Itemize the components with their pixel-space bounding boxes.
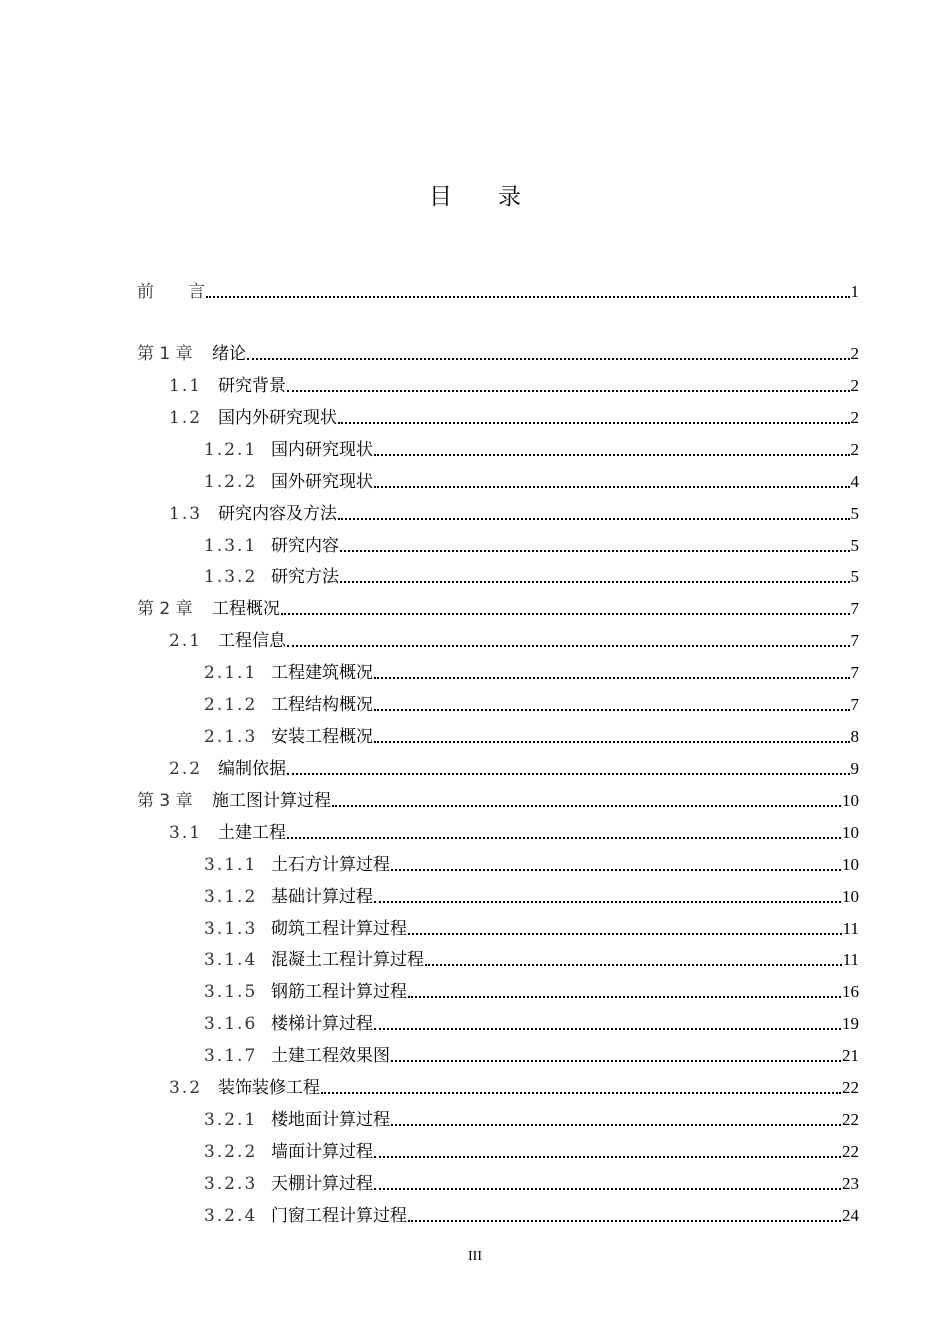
entry-number: 3.2 (169, 1078, 203, 1098)
entry-page: 4 (850, 472, 859, 491)
toc-entry-3-2-2[interactable] (204, 1139, 859, 1163)
leader-dots (374, 485, 850, 488)
toc-entry-3-2[interactable] (169, 1075, 859, 1099)
toc-entry-3-2-3[interactable] (204, 1171, 859, 1195)
entry-number: 2.1.1 (204, 663, 258, 683)
entry-page: 19 (842, 1014, 859, 1033)
entry-number: 1.2.1 (204, 440, 258, 460)
entry-page: 23 (842, 1174, 859, 1193)
entry-page: 2 (850, 440, 859, 459)
entry-number: 3.1.1 (204, 855, 258, 875)
entry-page: 22 (842, 1142, 859, 1161)
entry-title: 楼梯计算过程 (271, 1014, 373, 1034)
entry-page: 2 (850, 344, 859, 363)
entry-title: 工程结构概况 (271, 695, 373, 715)
entry-number: 1.3.1 (204, 536, 258, 556)
entry-title: 施工图计算过程 (212, 791, 331, 811)
entry-title: 砌筑工程计算过程 (271, 919, 407, 939)
toc-entry-3-1-7[interactable] (204, 1043, 859, 1067)
toc-entry-3-1-1[interactable] (204, 852, 859, 876)
leader-dots (374, 676, 850, 679)
entry-title: 国外研究现状 (271, 472, 373, 492)
toc-entry-2-1-3[interactable] (204, 724, 859, 748)
entry-number: 第 1 章 (137, 344, 193, 364)
toc-entry-3-1-3[interactable] (204, 916, 859, 940)
leader-dots (287, 772, 850, 775)
entry-number: 1.1 (169, 376, 203, 396)
leader-dots (374, 1027, 841, 1030)
entry-number: 3.1.5 (204, 982, 258, 1002)
leader-dots (408, 995, 841, 998)
entry-page: 7 (850, 663, 859, 682)
entry-number: 3.1.2 (204, 887, 258, 907)
entry-title: 土建工程 (218, 823, 286, 843)
entry-page: 10 (842, 855, 859, 874)
leader-dots (391, 1059, 841, 1062)
toc-entry-2-1-2[interactable] (204, 692, 859, 716)
entry-title: 钢筋工程计算过程 (271, 982, 407, 1002)
toc-entry-3-1-5[interactable] (204, 979, 859, 1003)
entry-title: 土建工程效果图 (271, 1046, 390, 1066)
entry-number: 2.2 (169, 759, 203, 779)
entry-page: 8 (850, 727, 859, 746)
toc-entry-3-1-2[interactable] (204, 884, 859, 908)
entry-page: 24 (842, 1206, 859, 1225)
leader-dots (287, 644, 850, 647)
entry-title: 研究内容 (271, 536, 339, 556)
toc-entry-1-1[interactable] (169, 373, 859, 397)
entry-page: 10 (842, 887, 859, 906)
leader-dots (340, 549, 850, 552)
leader-dots (391, 868, 841, 871)
entry-number: 3.2.1 (204, 1110, 258, 1130)
toc-entry-3-1-4[interactable] (204, 947, 859, 971)
entry-title: 门窗工程计算过程 (271, 1206, 407, 1226)
entry-page: 22 (842, 1078, 859, 1097)
entry-page: 5 (850, 504, 859, 523)
toc-entry-1-2-1[interactable] (204, 437, 859, 461)
leader-dots (391, 1123, 841, 1126)
leader-dots (287, 389, 850, 392)
leader-dots (340, 580, 850, 583)
toc-entry-2-2[interactable] (169, 756, 859, 780)
leader-dots (206, 295, 850, 298)
toc-entry-chapter-2[interactable] (137, 596, 859, 620)
entry-title: 工程建筑概况 (271, 663, 373, 683)
entry-page: 7 (850, 631, 859, 650)
leader-dots (374, 1187, 841, 1190)
leader-dots (287, 836, 841, 839)
entry-title: 研究背景 (218, 376, 286, 396)
entry-title: 绪论 (212, 344, 246, 364)
entry-title: 混凝土工程计算过程 (271, 950, 424, 970)
entry-number: 前 言 (137, 282, 205, 302)
entry-page: 22 (842, 1110, 859, 1129)
entry-number: 1.2 (169, 408, 203, 428)
entry-page: 10 (842, 791, 859, 810)
leader-dots (408, 1219, 841, 1222)
entry-page: 11 (842, 950, 859, 969)
toc-entry-1-2[interactable] (169, 405, 859, 429)
entry-page: 21 (842, 1046, 859, 1065)
toc-entry-3-2-1[interactable] (204, 1107, 859, 1131)
toc-entry-3-2-4[interactable] (204, 1203, 859, 1227)
entry-title: 土石方计算过程 (271, 855, 390, 875)
leader-dots (281, 612, 850, 615)
toc-entry-1-2-2[interactable] (204, 469, 859, 493)
entry-page: 10 (842, 823, 859, 842)
toc-entry-1-3-2[interactable] (204, 564, 859, 588)
leader-dots (247, 357, 850, 360)
leader-dots (338, 421, 850, 424)
leader-dots (374, 708, 850, 711)
toc-title: 目 录 (429, 184, 521, 210)
leader-dots (374, 453, 850, 456)
entry-page: 11 (842, 919, 859, 938)
entry-number: 3.2.2 (204, 1142, 258, 1162)
toc-entry-3-1-6[interactable] (204, 1011, 859, 1035)
entry-number: 1.3.2 (204, 567, 258, 587)
entry-page: 9 (850, 759, 859, 778)
entry-title: 楼地面计算过程 (271, 1110, 390, 1130)
toc-entry-chapter-3[interactable] (137, 788, 859, 812)
leader-dots (425, 963, 842, 966)
toc-entry-1-3[interactable] (169, 501, 859, 525)
entry-title: 天棚计算过程 (271, 1174, 373, 1194)
entry-page: 16 (842, 982, 859, 1001)
entry-page: 1 (850, 282, 859, 301)
entry-title: 基础计算过程 (271, 887, 373, 907)
leader-dots (332, 804, 841, 807)
entry-page: 7 (850, 695, 859, 714)
entry-page: 2 (850, 408, 859, 427)
entry-page: 5 (850, 536, 859, 555)
entry-title: 装饰装修工程 (218, 1078, 320, 1098)
entry-title: 墙面计算过程 (271, 1142, 373, 1162)
toc-entry-2-1[interactable] (169, 628, 859, 652)
entry-number: 3.2.4 (204, 1206, 258, 1226)
entry-number: 2.1.3 (204, 727, 258, 747)
entry-number: 3.1.4 (204, 950, 258, 970)
entry-title: 研究内容及方法 (218, 504, 337, 524)
entry-page: 5 (850, 567, 859, 586)
leader-dots (338, 517, 850, 520)
entry-title: 工程信息 (218, 631, 286, 651)
toc-entry-1-3-1[interactable] (204, 533, 859, 557)
entry-number: 3.1.7 (204, 1046, 258, 1066)
entry-number: 3.1.3 (204, 919, 258, 939)
entry-title: 安装工程概况 (271, 727, 373, 747)
entry-number: 2.1 (169, 631, 203, 651)
entry-page: 7 (850, 599, 859, 618)
entry-number: 1.2.2 (204, 472, 258, 492)
leader-dots (374, 740, 850, 743)
entry-title: 研究方法 (271, 567, 339, 587)
entry-page: 2 (850, 376, 859, 395)
leader-dots (374, 1155, 841, 1158)
entry-number: 第 2 章 (137, 599, 193, 619)
toc-entry-preface[interactable] (137, 279, 859, 303)
leader-dots (321, 1091, 841, 1094)
leader-dots (408, 932, 842, 935)
toc-entry-3-1[interactable] (169, 820, 859, 844)
toc-entry-2-1-1[interactable] (204, 660, 859, 684)
entry-title: 工程概况 (212, 599, 280, 619)
entry-number: 1.3 (169, 504, 203, 524)
entry-number: 2.1.2 (204, 695, 258, 715)
leader-dots (374, 900, 841, 903)
entry-title: 国内外研究现状 (218, 408, 337, 428)
page-number: III (468, 1249, 482, 1264)
entry-title: 国内研究现状 (271, 440, 373, 460)
entry-number: 3.1 (169, 823, 203, 843)
toc-entry-chapter-1[interactable] (137, 341, 859, 365)
entry-number: 3.1.6 (204, 1014, 258, 1034)
entry-title: 编制依据 (218, 759, 286, 779)
entry-number: 第 3 章 (137, 791, 193, 811)
entry-number: 3.2.3 (204, 1174, 258, 1194)
